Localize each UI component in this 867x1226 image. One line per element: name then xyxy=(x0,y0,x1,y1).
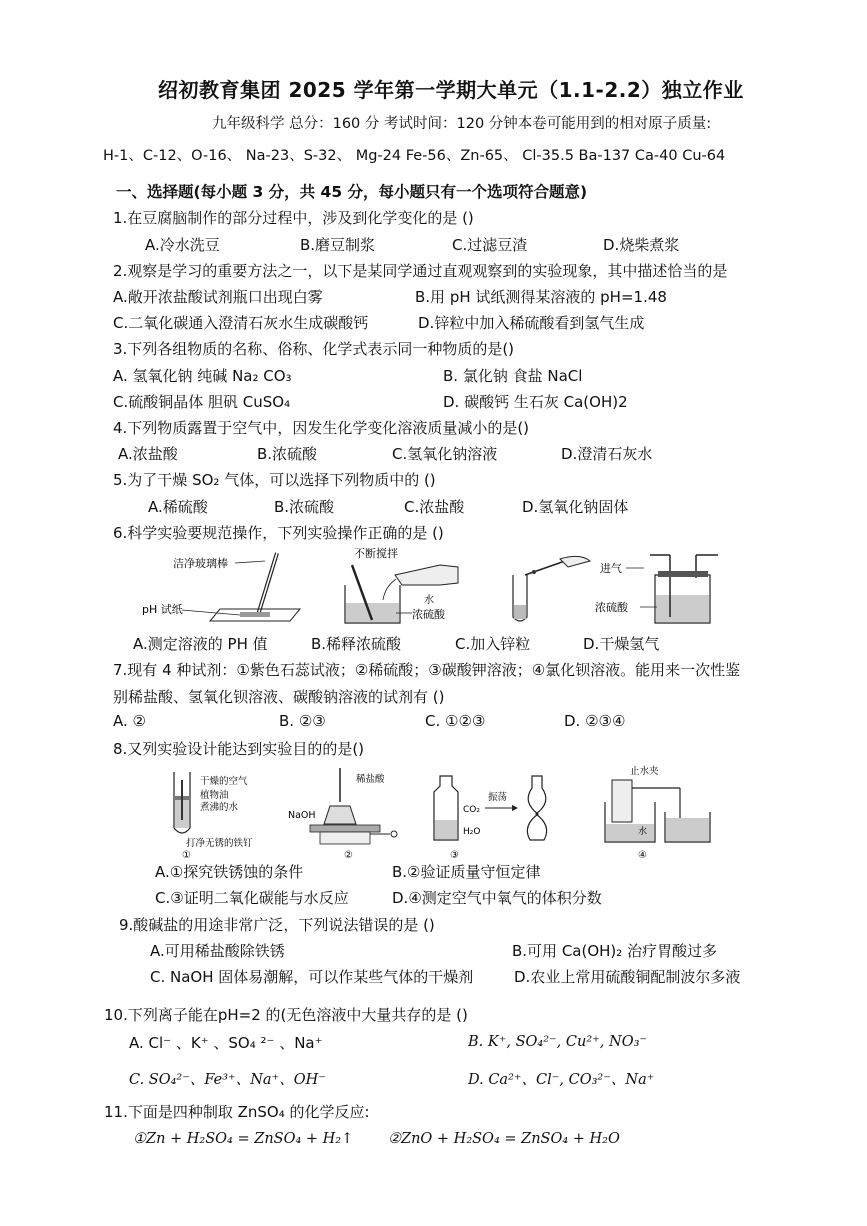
q3-option-b: B. 氯化钠 食盐 NaCl xyxy=(443,367,583,385)
q1-option-a: A.冷水洗豆 xyxy=(145,236,220,254)
q8-label-hcl: 稀盐酸 xyxy=(356,774,385,785)
q1-stem: 1.在豆腐脑制作的部分过程中，涉及到化学变化的是 () xyxy=(113,209,474,227)
q1-option-b: B.磨豆制浆 xyxy=(300,236,376,254)
q4-option-c: C.氢氧化钠溶液 xyxy=(392,445,498,463)
q8-fig-1 xyxy=(174,772,253,858)
q9-option-c: C. NaOH 固体易潮解，可以作某些气体的干燥剂 xyxy=(150,968,474,986)
q2-option-a: A.敞开浓盐酸试剂瓶口出现白雾 xyxy=(113,288,323,306)
q11-stem: 11.下面是四种制取 ZnSO₄ 的化学反应: xyxy=(104,1103,370,1121)
q8-option-a: A.①探究铁锈蚀的条件 xyxy=(155,863,304,881)
q5-stem: 5.为了干燥 SO₂ 气体，可以选择下列物质中的 () xyxy=(113,471,436,489)
q10-option-a: A. Cl⁻ 、K⁺ 、SO₄ ²⁻ 、Na⁺ xyxy=(129,1034,323,1052)
q7-option-a: A. ② xyxy=(113,712,146,730)
q8-stem: 8.又列实验设计能达到实验目的的是() xyxy=(113,740,365,758)
q6-fig-c xyxy=(513,556,590,621)
q8-fig-3 xyxy=(434,776,547,858)
q8-label-oil: 植物油 xyxy=(200,790,229,801)
q4-option-d: D.澄清石灰水 xyxy=(561,445,653,463)
q6-option-d: D.干燥氢气 xyxy=(583,635,660,653)
q6-fig-b xyxy=(345,546,458,623)
q6-label-water: 水 xyxy=(424,595,434,606)
q8-label-n4: ④ xyxy=(638,850,647,858)
q9-stem: 9.酸碱盐的用途非常广泛，下列说法错误的是 () xyxy=(119,916,435,934)
q8-label-co2: CO₂ xyxy=(463,805,480,815)
q8-label-dry-air: 干燥的空气 xyxy=(200,776,248,787)
q1-option-c: C.过滤豆渣 xyxy=(452,236,528,254)
q8-label-n1: ① xyxy=(182,850,191,858)
q8-option-b: B.②验证质量守恒定律 xyxy=(392,863,541,881)
q6-label-acid2: 浓硫酸 xyxy=(595,601,628,614)
q9-option-d: D.农业上常用硫酸铜配制波尔多液 xyxy=(514,968,741,986)
q10-stem: 10.下列离子能在pH=2 的(无色溶液中大量共存的是 () xyxy=(104,1006,468,1024)
q3-option-d: D. 碳酸钙 生石灰 Ca(OH)2 xyxy=(443,393,628,411)
q4-option-b: B.浓硫酸 xyxy=(257,445,318,463)
q2-stem: 2.观察是学习的重要方法之一，以下是某同学通过直观观察到的实验现象，其中描述恰当的是 xyxy=(113,262,728,280)
q7-stem-line2: 别稀盐酸、氢氧化钡溶液、碳酸钠溶液的试剂有 () xyxy=(113,688,445,706)
q6-label-gas-in: 进气 xyxy=(600,562,622,575)
q6-label-paper: pH 试纸 xyxy=(142,603,183,616)
q8-fig-4 xyxy=(605,765,710,858)
q8-option-d: D.④测定空气中氧气的体积分数 xyxy=(392,889,602,907)
q7-option-c: C. ①②③ xyxy=(425,712,486,730)
q10-option-b: B. K⁺, SO₄²⁻, Cu²⁺, NO₃⁻ xyxy=(468,1034,648,1050)
q7-option-d: D. ②③④ xyxy=(564,712,626,730)
section-heading: 一、选择题(每小题 3 分，共 45 分，每小题只有一个选项符合题意) xyxy=(116,183,588,201)
q8-label-h2o: H₂O xyxy=(463,827,481,837)
q6-label-acid: 浓硫酸 xyxy=(412,608,445,621)
page-title: 绍初教育集团 2025 学年第一学期大单元（1.1-2.2）独立作业 xyxy=(158,78,744,102)
q11-reaction-1: ①Zn + H₂SO₄ = ZnSO₄ + H₂↑ xyxy=(133,1131,354,1147)
q3-stem: 3.下列各组物质的名称、俗称、化学式表示同一种物质的是() xyxy=(113,340,515,358)
q3-option-a: A. 氢氧化钠 纯碱 Na₂ CO₃ xyxy=(113,367,292,385)
q5-option-b: B.浓硫酸 xyxy=(274,498,335,516)
q6-option-a: A.测定溶液的 PH 值 xyxy=(133,635,268,653)
q6-fig-a xyxy=(142,553,300,621)
q5-option-c: C.浓盐酸 xyxy=(404,498,465,516)
q2-option-d: D.锌粒中加入稀硫酸看到氢气生成 xyxy=(418,314,645,332)
q8-label-n3: ③ xyxy=(450,850,459,858)
q8-figures xyxy=(160,762,720,858)
q8-label-clamp: 止水夹 xyxy=(630,766,659,777)
q2-option-b: B.用 pH 试纸测得某溶液的 pH=1.48 xyxy=(415,288,667,306)
q10-option-d: D. Ca²⁺、Cl⁻, CO₃²⁻、Na⁺ xyxy=(468,1072,655,1088)
q6-stem: 6.科学实验要规范操作，下列实验操作正确的是 () xyxy=(113,524,444,542)
q8-label-shake: 振荡 xyxy=(488,792,508,803)
q8-label-naoh: NaOH xyxy=(288,810,316,821)
q11-reaction-2: ②ZnO + H₂SO₄ = ZnSO₄ + H₂O xyxy=(388,1131,620,1147)
q4-option-a: A.浓盐酸 xyxy=(118,445,178,463)
q10-option-c: C. SO₄²⁻、Fe³⁺、Na⁺、OH⁻ xyxy=(129,1072,326,1088)
q8-option-c: C.③证明二氧化碳能与水反应 xyxy=(155,889,349,907)
q6-option-b: B.稀释浓硫酸 xyxy=(311,635,402,653)
q8-label-nail: 打净无锈的铁钉 xyxy=(186,838,253,849)
q6-label-rod: 洁净玻璃棒 xyxy=(173,557,228,570)
q8-label-water: 水 xyxy=(638,827,648,837)
q6-fig-d xyxy=(595,555,718,623)
atomic-masses: H-1、C-12、O-16、 Na-23、S-32、 Mg-24 Fe-56、Zn-65、 Cl-35.5 Ba-137 Ca-40 Cu-64 xyxy=(103,148,726,164)
q9-option-a: A.可用稀盐酸除铁锈 xyxy=(150,942,285,960)
q8-label-boiled-water: 煮沸的水 xyxy=(200,802,239,813)
q9-option-b: B.可用 Ca(OH)₂ 治疗胃酸过多 xyxy=(512,942,718,960)
q5-option-d: D.氢氧化钠固体 xyxy=(522,498,629,516)
q7-stem-line1: 7.现有 4 种试剂：①紫色石蕊试液；②稀硫酸；③碳酸钾溶液；④氯化钡溶液。能用来一次性鉴 xyxy=(113,661,741,679)
q1-option-d: D.烧柴煮浆 xyxy=(603,236,680,254)
q5-option-a: A.稀硫酸 xyxy=(148,498,208,516)
q6-label-stir: 不断搅拌 xyxy=(354,547,398,560)
q2-option-c: C.二氧化碳通入澄清石灰水生成碳酸钙 xyxy=(113,314,369,332)
q7-option-b: B. ②③ xyxy=(279,712,326,730)
q8-fig-2 xyxy=(288,768,397,858)
exam-info: 九年级科学 总分：160 分 考试时间：120 分钟本卷可能用到的相对原子质量: xyxy=(212,116,712,132)
q4-stem: 4.下列物质露置于空气中，因发生化学变化溶液质量减小的是() xyxy=(113,419,530,437)
q8-label-n2: ② xyxy=(344,850,353,858)
q6-figures xyxy=(140,545,750,630)
q6-option-c: C.加入锌粒 xyxy=(455,635,531,653)
q3-option-c: C.硫酸铜晶体 胆矾 CuSO₄ xyxy=(113,393,291,411)
